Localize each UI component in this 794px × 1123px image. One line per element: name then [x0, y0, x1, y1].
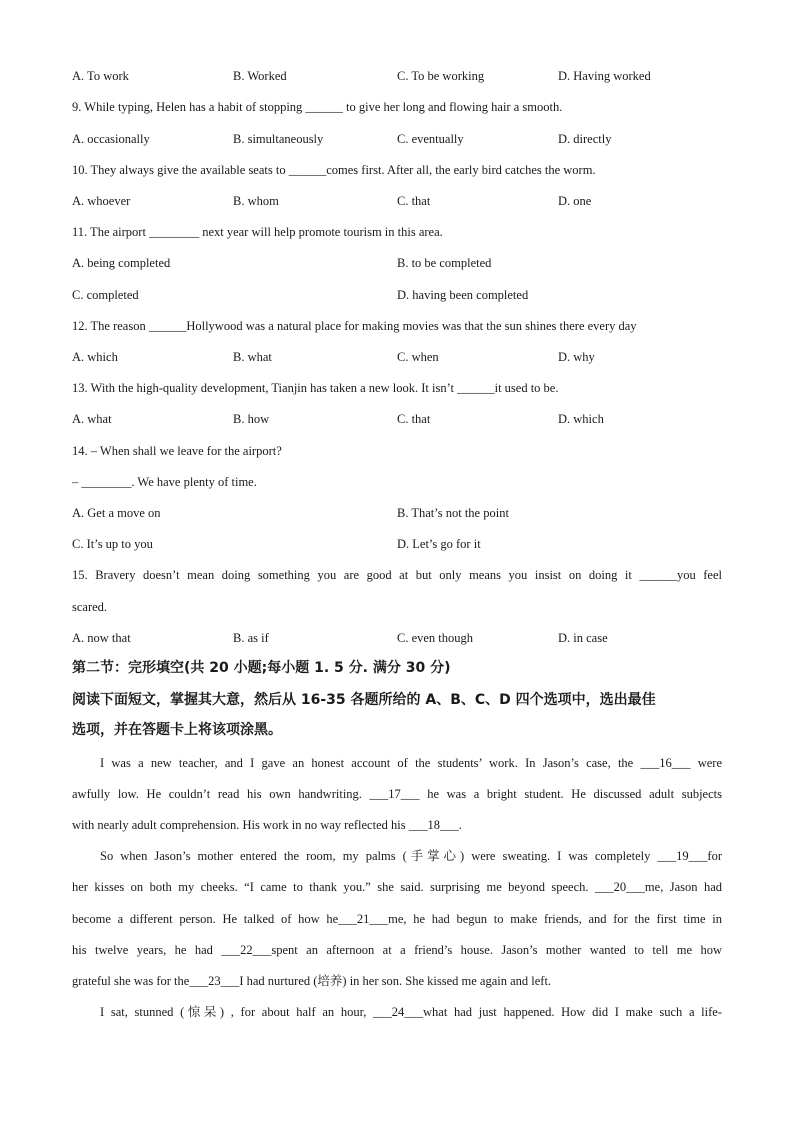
q11-option-c: C. completed [72, 288, 139, 302]
q12-option-c: C. when [397, 350, 439, 364]
passage-p2-line-4: his twelve years, he had ___22___spent an afternoon at a friend’s house. Jason’s mother wanted to tell me how [72, 943, 722, 957]
passage-p2-line-3: become a different person. He talked of how he___21___me, he had begun to make friends, and for the first time in [72, 912, 722, 926]
passage-p1-line-2: awfully low. He couldn’t read his own handwriting. ___17___ he was a bright student. He discussed adult subjects [72, 787, 722, 801]
section-2-instruction-line-1: 阅读下面短文，掌握其大意，然后从 16-35 各题所给的 A、B、C、D 四个选项中，选出最佳 [72, 692, 656, 708]
q10-option-a: A. whoever [72, 194, 131, 208]
question-15-line-1: 15. Bravery doesn’t mean doing something you are good at but only means you insist on doing it ______you feel [72, 568, 722, 582]
passage-p2-line-1: So when Jason’s mother entered the room, my palms (手掌心) were sweating. I was completely ___19___for [100, 849, 722, 863]
q15-option-c: C. even though [397, 631, 474, 645]
question-10: 10. They always give the available seats to ______comes first. After all, the early bird catches the worm. [72, 163, 596, 177]
passage-p2-line-5: grateful she was for the___23___I had nurtured (培养) in her son. She kissed me again and left. [72, 974, 552, 988]
passage-p2-line-2: her kisses on both my cheeks. “I came to thank you.” she said. surprising me beyond speech. ___20___me, Jason had [72, 880, 722, 894]
q11-option-a: A. being completed [72, 256, 171, 270]
section-2-title: 第二节：完形填空(共 20 小题;每小题 1. 5 分. 满分 30 分) [72, 660, 451, 676]
q8-option-a: A. To work [72, 69, 129, 83]
q11-option-d: D. having been completed [397, 288, 529, 302]
passage-p3-line-1: I sat, stunned (惊呆) , for about half an hour, ___24___what had just happened. How did I make such a life- [100, 1005, 722, 1019]
q13-option-a: A. what [72, 412, 112, 426]
q12-option-a: A. which [72, 350, 118, 364]
question-13: 13. With the high-quality development, Tianjin has taken a new look. It isn’t ______it used to be. [72, 381, 559, 395]
passage-p1-line-1: I was a new teacher, and I gave an honest account of the students’ work. In Jason’s case, the ___16___ were [100, 756, 722, 770]
section-2-instruction-line-2: 选项，并在答题卡上将该项涂黑。 [72, 722, 282, 738]
q14-option-b: B. That’s not the point [397, 506, 509, 520]
q10-option-b: B. whom [233, 194, 279, 208]
q8-option-b: B. Worked [233, 69, 287, 83]
q12-option-d: D. why [558, 350, 595, 364]
question-11: 11. The airport ________ next year will help promote tourism in this area. [72, 225, 443, 239]
q9-option-d: D. directly [558, 132, 612, 146]
question-9: 9. While typing, Helen has a habit of stopping ______ to give her long and flowing hair a smooth. [72, 100, 563, 114]
q14-option-d: D. Let’s go for it [397, 537, 481, 551]
q9-option-a: A. occasionally [72, 132, 150, 146]
q14-option-c: C. It’s up to you [72, 537, 153, 551]
q8-option-c: C. To be working [397, 69, 485, 83]
q15-option-d: D. in case [558, 631, 608, 645]
q14-option-a: A. Get a move on [72, 506, 161, 520]
question-14-response: – ________. We have plenty of time. [72, 475, 257, 489]
q11-option-b: B. to be completed [397, 256, 492, 270]
q13-option-d: D. which [558, 412, 604, 426]
passage-p1-line-3: with nearly adult comprehension. His work in no way reflected his ___18___. [72, 818, 462, 832]
q12-option-b: B. what [233, 350, 272, 364]
q9-option-b: B. simultaneously [233, 132, 324, 146]
question-14-prompt: 14. – When shall we leave for the airport? [72, 444, 282, 458]
q13-option-b: B. how [233, 412, 270, 426]
q15-option-a: A. now that [72, 631, 131, 645]
q9-option-c: C. eventually [397, 132, 464, 146]
q10-option-d: D. one [558, 194, 592, 208]
q15-option-b: B. as if [233, 631, 269, 645]
question-12: 12. The reason ______Hollywood was a natural place for making movies was that the sun shines there every day [72, 319, 637, 333]
question-15-line-2: scared. [72, 600, 108, 614]
q13-option-c: C. that [397, 412, 431, 426]
q8-option-d: D. Having worked [558, 69, 651, 83]
q10-option-c: C. that [397, 194, 431, 208]
